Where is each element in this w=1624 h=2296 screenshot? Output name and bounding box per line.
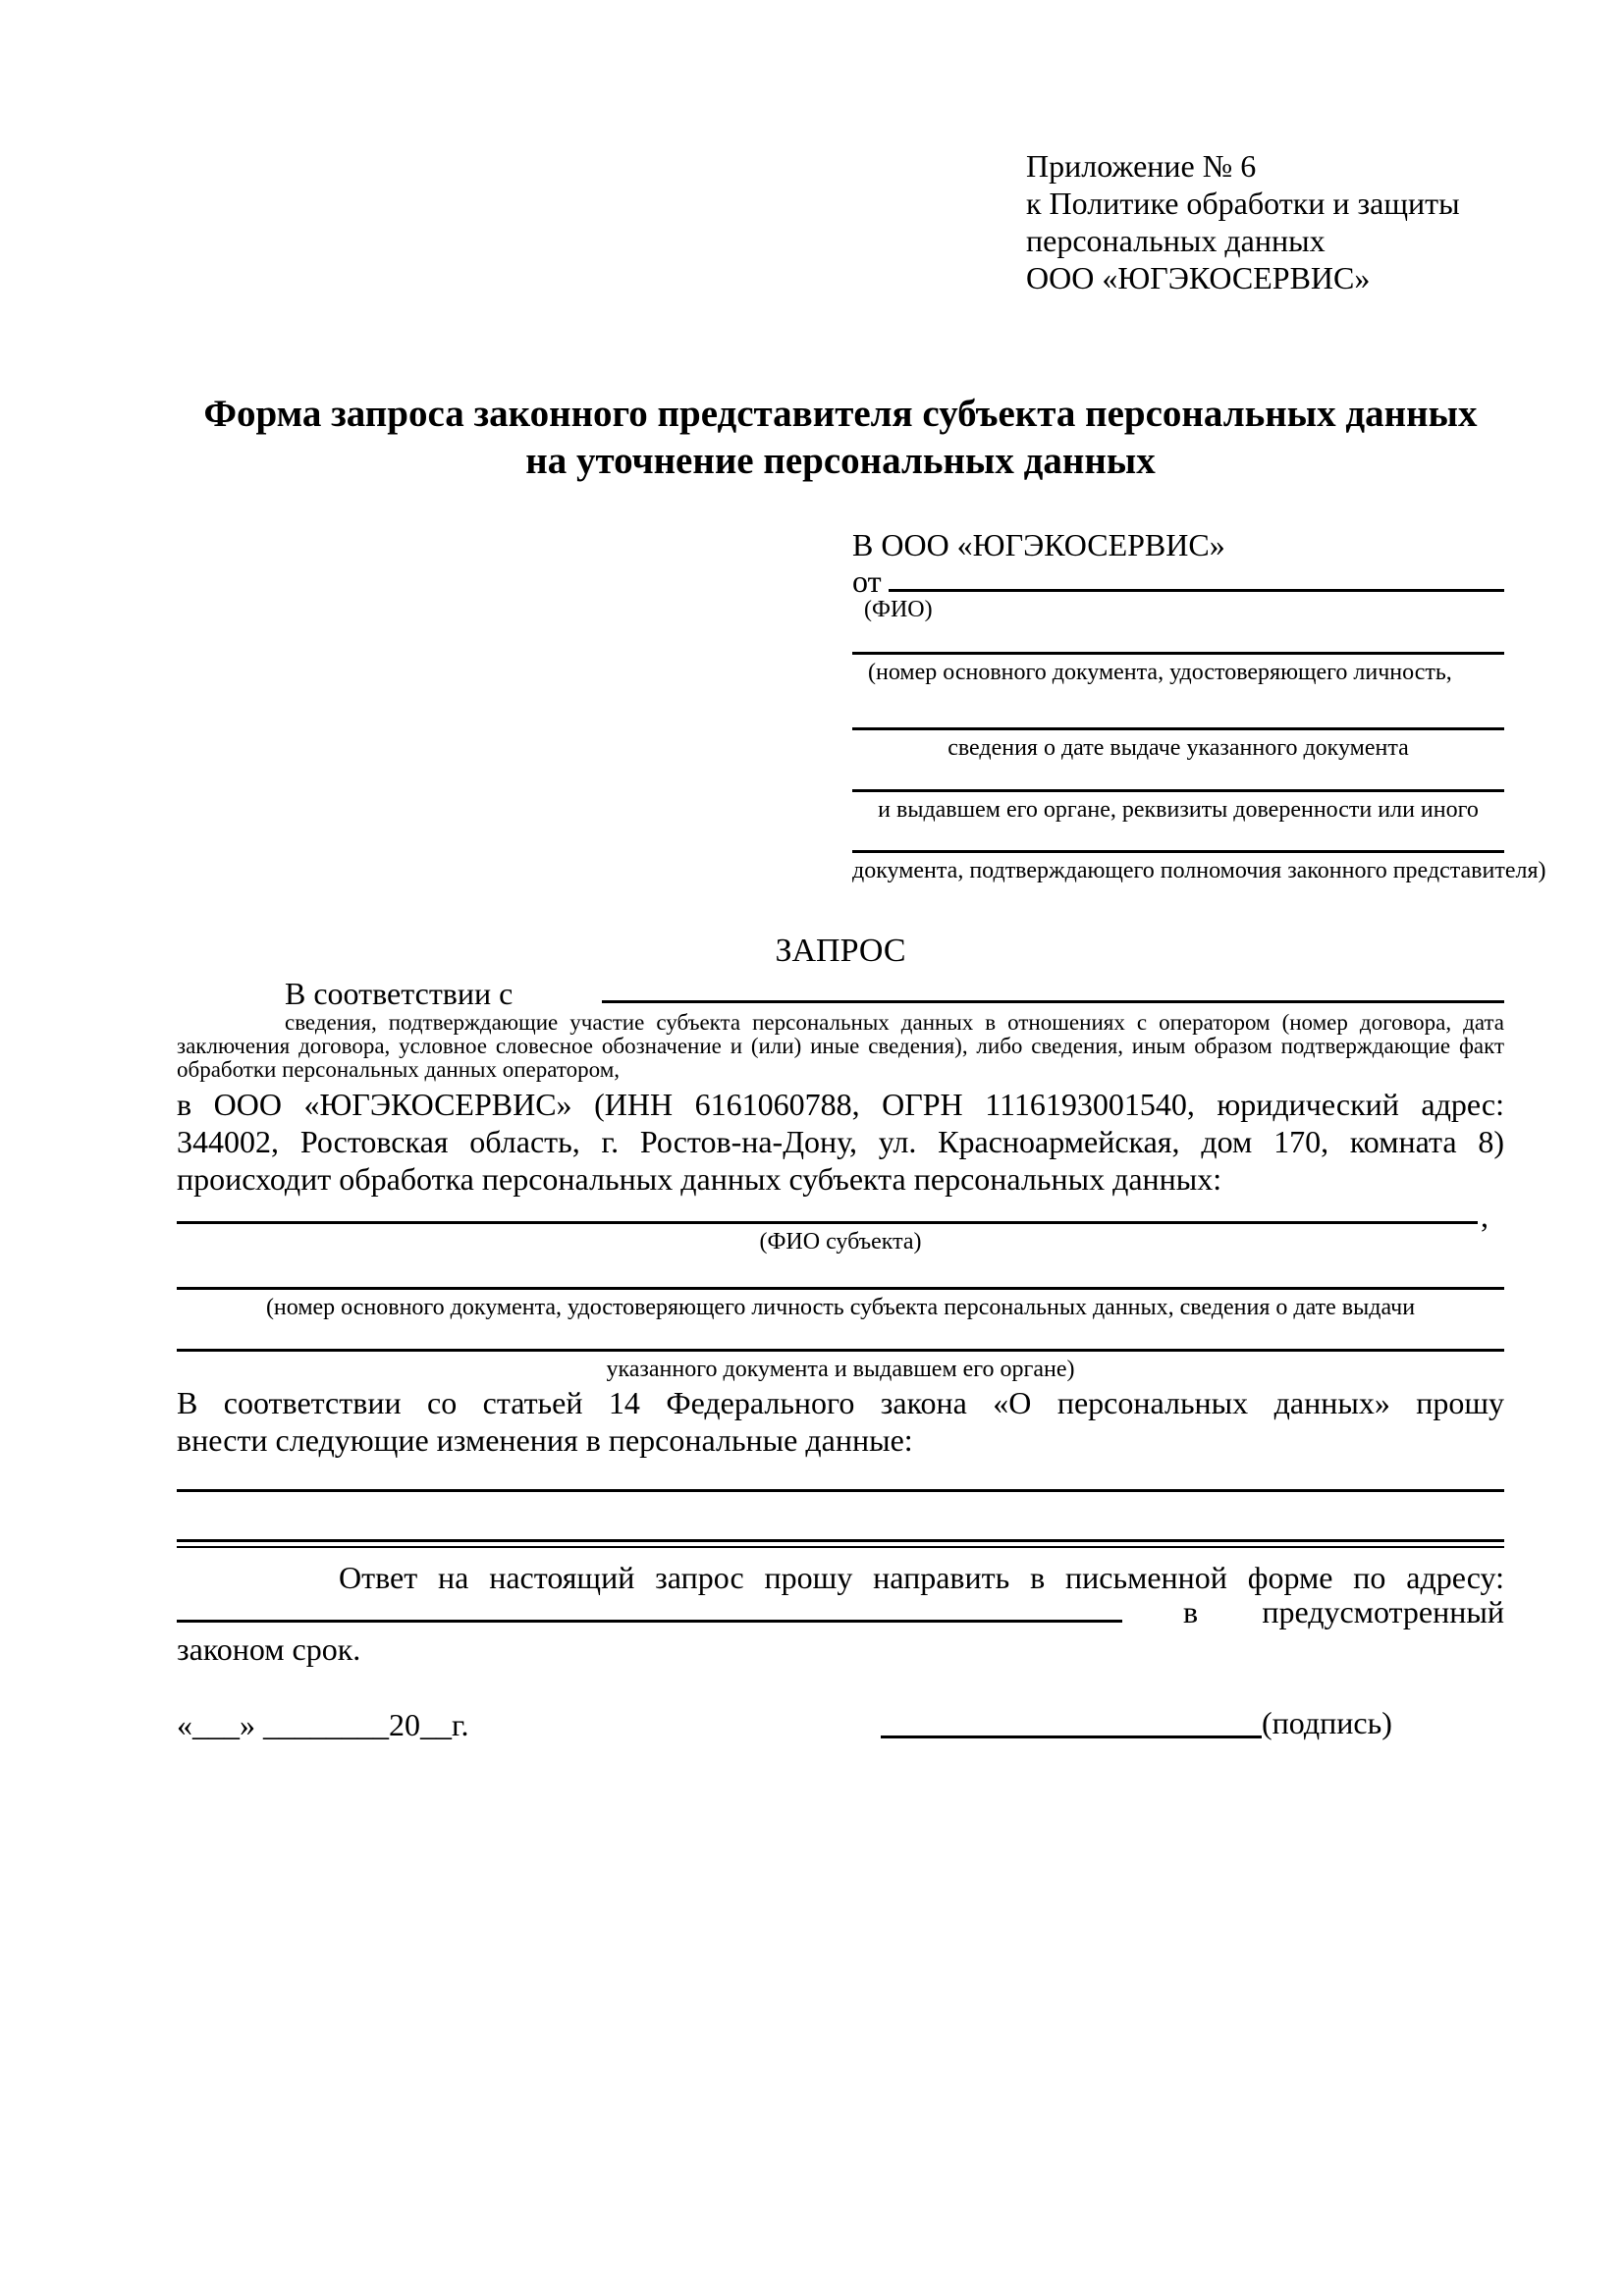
law-line-1: В соответствии со статьей 14 Федерального закона «О персональных данных» прошу	[177, 1385, 1504, 1420]
operator-line-2: 344002, Ростовская область, г. Ростов-на-Дону, ул. Красноармейская, дом 170, комната 8)	[177, 1124, 1504, 1159]
appendix-header-line-2: к Политике обработки и защиты	[1026, 186, 1460, 221]
request-heading: ЗАПРОС	[775, 933, 906, 969]
answer-in-word: в	[1183, 1594, 1199, 1629]
addressee-to: В ООО «ЮГЭКОСЕРВИС»	[852, 527, 1225, 562]
note-line-1: сведения, подтверждающие участие субъекта персональных данных в отношениях с оператором (номер договора, дата	[285, 1010, 1504, 1035]
issue-date-blank-line	[852, 727, 1504, 730]
issue-date-caption: сведения о дате выдаче указанного документа	[947, 735, 1409, 761]
answer-term-word: предусмотренный	[1262, 1594, 1504, 1629]
authority-document-blank-line	[852, 850, 1504, 853]
appendix-header-line-3: персональных данных	[1026, 223, 1326, 258]
answer-tail: законом срок.	[177, 1631, 361, 1667]
comma-mark: ,	[1481, 1199, 1489, 1234]
document-title-line-2: на уточнение персональных данных	[525, 440, 1156, 482]
subject-document-blank-line	[177, 1287, 1504, 1290]
subject-document-caption-2: указанного документа и выдавшем его органе)	[606, 1357, 1075, 1382]
note-line-2: заключения договора, условное словесное обозначение и (или) иные сведения), либо сведения, иным образом подтверждающие факт	[177, 1034, 1504, 1058]
subject-document-caption-1: (номер основного документа, удостоверяющего личность субъекта персональных данных, сведения о дате выдачи	[265, 1295, 1416, 1320]
changes-blank-line-2	[177, 1539, 1504, 1548]
answer-line-1: Ответ на настоящий запрос прошу направить в письменной форме по адресу:	[339, 1560, 1504, 1595]
signature-caption: (подпись)	[1262, 1705, 1392, 1740]
issuing-authority-blank-line	[852, 789, 1504, 792]
document-number-blank-line	[852, 652, 1504, 655]
subject-fio-caption: (ФИО субъекта)	[759, 1229, 922, 1255]
document-number-caption: (номер основного документа, удостоверяющего личность,	[868, 660, 1452, 685]
appendix-header-line-4: ООО «ЮГЭКОСЕРВИС»	[1026, 260, 1371, 295]
operator-line-1: в ООО «ЮГЭКОСЕРВИС» (ИНН 6161060788, ОГРН 1116193001540, юридический адрес:	[177, 1087, 1504, 1122]
subject-document-blank-line-2	[177, 1349, 1504, 1352]
intro-label: В соответствии с	[285, 976, 514, 1011]
note-line-3: обработки персональных данных оператором,	[177, 1057, 620, 1082]
signature-blank-line	[881, 1735, 1262, 1738]
law-line-2: внести следующие изменения в персональные данные:	[177, 1422, 913, 1458]
authority-document-caption: документа, подтверждающего полномочия законного представителя)	[852, 858, 1546, 883]
from-fio-blank-line	[889, 589, 1504, 592]
subject-fio-blank-line	[177, 1221, 1478, 1224]
operator-line-3: происходит обработка персональных данных субъекта персональных данных:	[177, 1161, 1222, 1197]
intro-blank-line	[602, 1000, 1504, 1003]
appendix-header-line-1: Приложение № 6	[1026, 148, 1257, 184]
issuing-authority-caption: и выдавшем его органе, реквизиты доверенности или иного	[878, 797, 1479, 823]
changes-blank-line-1	[177, 1489, 1504, 1492]
fio-caption: (ФИО)	[864, 597, 933, 622]
document-title-line-1: Форма запроса законного представителя субъекта персональных данных	[203, 393, 1478, 435]
date-blank: «___» ________20__г.	[177, 1707, 469, 1742]
from-label: от	[852, 563, 882, 599]
